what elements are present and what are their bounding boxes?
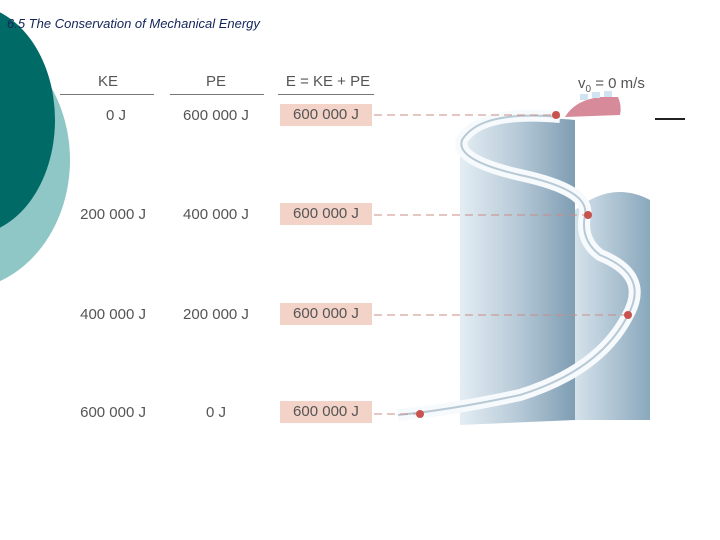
position-marker-4 xyxy=(416,410,424,418)
header-total-energy: E = KE + PE xyxy=(285,73,371,90)
velocity-value: = 0 m/s xyxy=(591,75,645,92)
total-energy-value: 600 000 J xyxy=(280,203,372,225)
header-underline-e xyxy=(278,94,374,95)
pe-value: 600 000 J xyxy=(183,107,249,124)
position-marker-1 xyxy=(552,111,560,119)
header-pe: PE xyxy=(205,73,226,90)
pe-value: 400 000 J xyxy=(183,206,249,223)
header-underline-ke xyxy=(60,94,154,95)
pe-value: 200 000 J xyxy=(183,306,249,323)
slide-dash-mark xyxy=(655,118,685,120)
header-ke: KE xyxy=(97,73,118,90)
ke-value: 600 000 J xyxy=(80,404,146,421)
slide-title: 6.5 The Conservation of Mechanical Energy xyxy=(7,16,260,31)
position-marker-2 xyxy=(584,211,592,219)
velocity-symbol: v xyxy=(578,75,586,92)
header-underline-pe xyxy=(170,94,264,95)
total-energy-value: 600 000 J xyxy=(280,401,372,423)
velocity-subscript: 0 xyxy=(585,84,592,95)
ke-value: 0 J xyxy=(105,107,126,124)
pe-value: 0 J xyxy=(205,404,226,421)
total-energy-value: 600 000 J xyxy=(280,303,372,325)
ke-value: 400 000 J xyxy=(80,306,146,323)
initial-velocity-label xyxy=(578,75,645,95)
position-marker-3 xyxy=(624,311,632,319)
ke-value: 200 000 J xyxy=(80,206,146,223)
total-energy-value: 600 000 J xyxy=(280,104,372,126)
